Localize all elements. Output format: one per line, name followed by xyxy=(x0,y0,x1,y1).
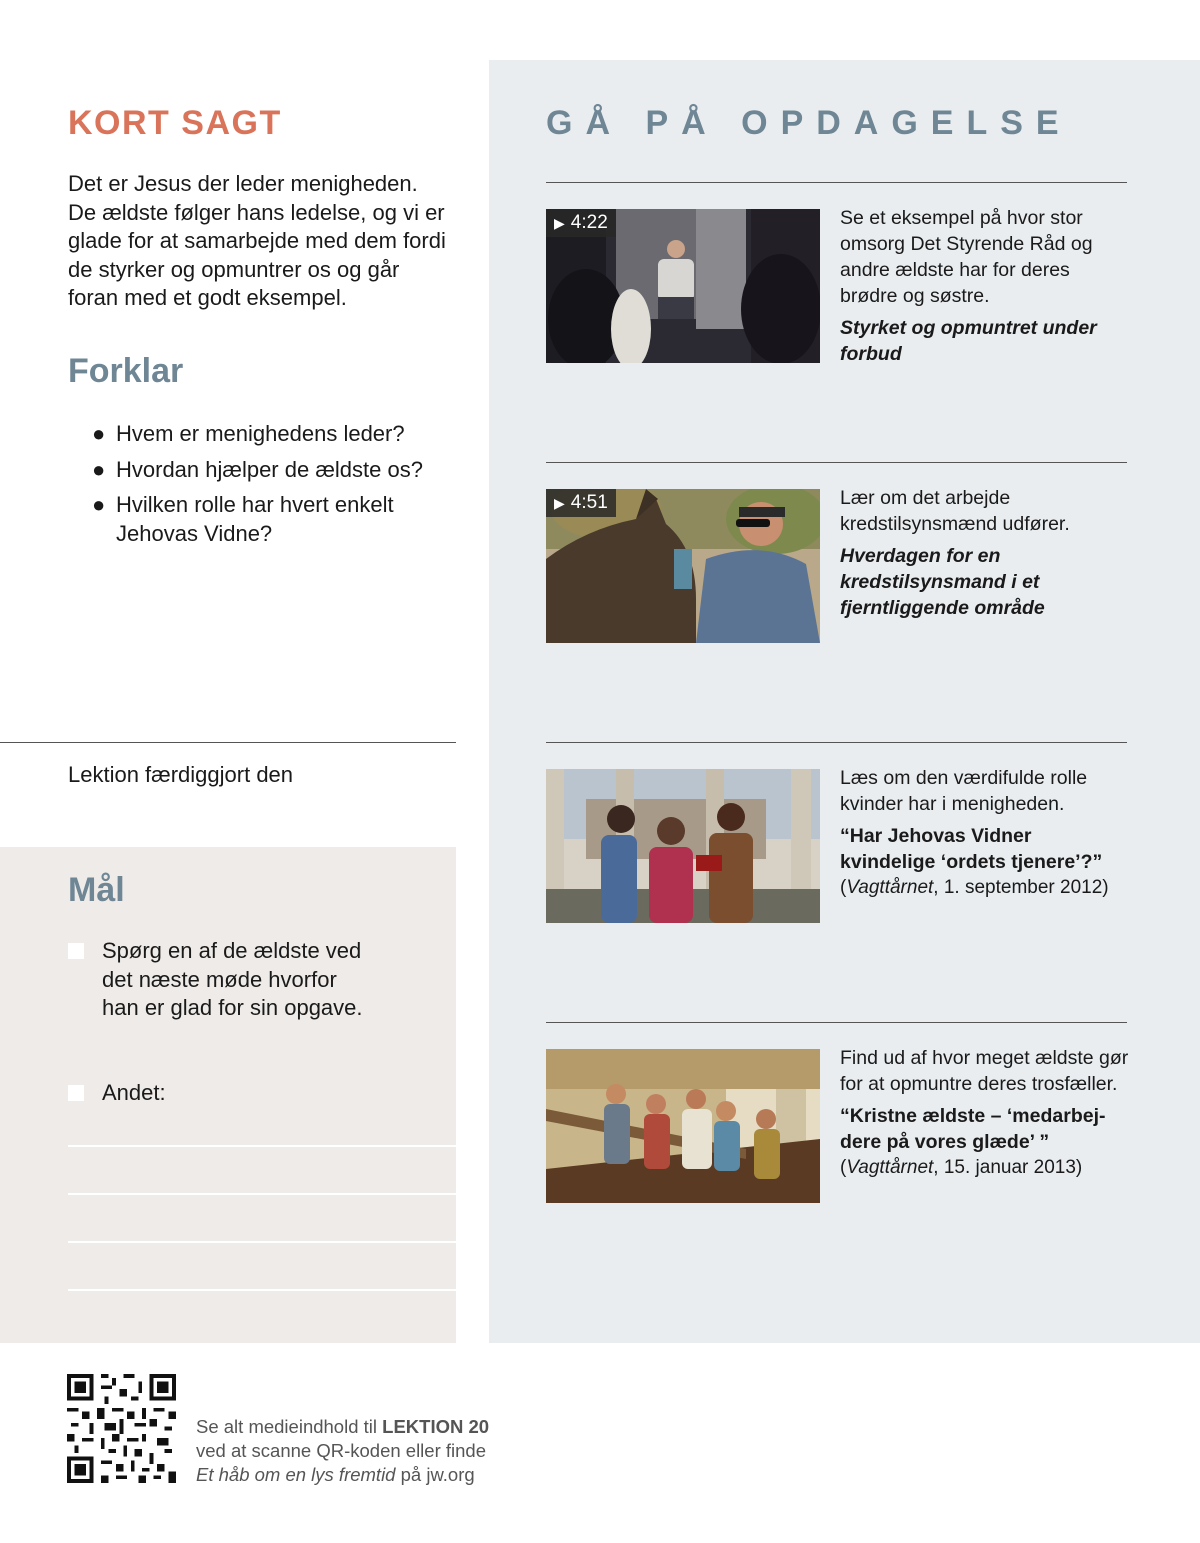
summary-text: Det er Jesus der leder menigheden. De ældste følger hans ledelse, og vi er glade for at samarbejde med dem fordi de styrker og opmuntrer os og går foran med et godt eksempel. xyxy=(68,171,446,311)
summary-heading: KORT SAGT xyxy=(68,104,282,142)
explain-heading: Forklar xyxy=(68,352,184,390)
divider xyxy=(0,742,456,743)
divider xyxy=(546,742,1127,743)
play-icon: ▶ xyxy=(554,215,565,231)
write-line[interactable] xyxy=(68,1241,456,1243)
question-item: ● Hvilken rolle har hvert enkelt Jehovas Vidne? xyxy=(92,492,394,546)
checkbox-icon[interactable] xyxy=(68,1085,84,1101)
item-description: Se et eksempel på hvor stor omsorg Det Styrende Råd og andre ældste har for deres brødre og søstre. xyxy=(840,207,1093,307)
question-item: ● Hvordan hjælper de ældste os? xyxy=(92,456,452,485)
item-title[interactable]: Hverdagen for en kredstilsynsmand i et fjerntliggende område xyxy=(840,545,1045,619)
explore-item-text xyxy=(840,205,1130,367)
video-thumbnail[interactable] xyxy=(546,209,820,363)
lesson-completed-label: Lektion færdiggjort den xyxy=(68,762,294,787)
duration-badge: ▶ 4:51 xyxy=(546,489,616,517)
video-thumbnail[interactable] xyxy=(546,489,820,643)
checkbox-icon[interactable] xyxy=(68,943,84,959)
goal-item-label: Andet: xyxy=(102,1080,166,1105)
divider xyxy=(546,1022,1127,1023)
footer-text: Se alt medieindhold til LEKTION 20 ved at scanne QR-koden eller finde Et håb om en lys fremtid på jw.org xyxy=(196,1416,490,1485)
bullet-icon: ● xyxy=(92,492,106,518)
play-icon: ▶ xyxy=(554,495,565,511)
explore-item-text xyxy=(840,485,1130,621)
write-line[interactable] xyxy=(68,1193,456,1195)
question-item: ● Hvem er menighedens leder? xyxy=(92,420,452,449)
paul-embracing-elders-image xyxy=(546,1049,820,1203)
item-description: Find ud af hvor meget ældste gør for at opmuntre deres trosfæller. xyxy=(840,1047,1129,1095)
explore-item-text xyxy=(840,1045,1130,1181)
explore-heading: GÅ PÅ OPDAGELSE xyxy=(546,104,1072,142)
divider xyxy=(546,462,1127,463)
explore-item-text xyxy=(840,765,1130,901)
goal-item-label: Spørg en af de ældste ved det næste møde hvorfor han er glad for sin opgave. xyxy=(102,938,363,1021)
bullet-icon: ● xyxy=(92,456,106,482)
three-women-reading-image xyxy=(546,769,820,923)
goal-item[interactable] xyxy=(68,937,368,1023)
item-title[interactable]: “Kristne ældste – ‘medarbej-dere på vores glæde’ ” xyxy=(840,1105,1106,1153)
item-title[interactable]: “Har Jehovas Vidner kvindelige ‘ordets tjenere’?” xyxy=(840,825,1103,873)
article-thumbnail[interactable] xyxy=(546,1049,820,1203)
bullet-icon: ● xyxy=(92,421,106,446)
goal-item[interactable] xyxy=(68,1079,368,1108)
article-thumbnail[interactable] xyxy=(546,769,820,923)
question-list xyxy=(92,420,452,555)
divider xyxy=(546,182,1127,183)
write-line[interactable] xyxy=(68,1145,456,1147)
qr-code-icon[interactable] xyxy=(67,1374,176,1483)
goal-heading: Mål xyxy=(68,871,125,909)
item-title[interactable]: Styrket og opmuntret under forbud xyxy=(840,317,1097,365)
duration-badge: ▶ 4:22 xyxy=(546,209,616,237)
item-description: Læs om den værdifulde rolle kvinder har i menigheden. xyxy=(840,767,1088,815)
item-description: Lær om det arbejde kredstilsynsmænd udfører. xyxy=(840,487,1070,535)
item-reference: (Vagttårnet, 15. januar 2013) xyxy=(840,1157,1083,1178)
write-line[interactable] xyxy=(68,1289,456,1291)
item-reference: (Vagttårnet, 1. september 2012) xyxy=(840,877,1109,898)
